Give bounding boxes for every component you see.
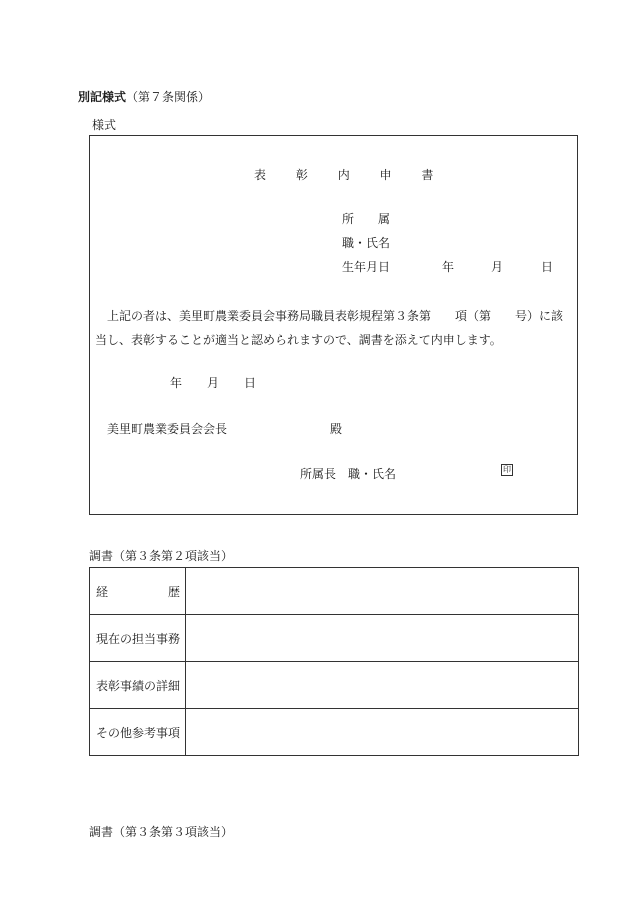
- career-value-cell[interactable]: [186, 568, 579, 615]
- birthdate-label: 生年月日: [342, 260, 391, 274]
- title-char: 内: [337, 168, 350, 182]
- style-label: 様式: [92, 118, 117, 132]
- date-day-label: 日: [244, 376, 257, 390]
- record-2-title: 調書（第３条第２項該当）: [89, 549, 234, 563]
- career-label-char: 経: [96, 584, 109, 599]
- birthdate-month-label: 月: [491, 260, 504, 274]
- other-references-label: その他参考事項: [90, 709, 186, 756]
- application-body-text: 上記の者は、美里町農業委員会事務局職員表彰規程第３条第 項（第 号）に該当し、表彰することが適当と認められますので、調書を添えて内申します。: [95, 309, 564, 347]
- document-title: [254, 166, 433, 183]
- title-char: 彰: [295, 168, 308, 182]
- career-label-char: 歴: [167, 584, 180, 599]
- birthdate-year-label: 年: [442, 260, 455, 274]
- title-char: 書: [421, 168, 434, 182]
- table-row: [90, 568, 579, 615]
- achievement-details-label: 表彰事績の詳細: [90, 662, 186, 709]
- record-3-title: 調書（第３条第３項該当）: [89, 825, 234, 839]
- signer-label: 所属長 職・氏名: [300, 467, 397, 481]
- career-label-cell: [90, 568, 186, 615]
- table-row: [90, 709, 579, 756]
- form-name: 別記様式: [78, 90, 127, 104]
- affiliation-label: 所 属: [342, 212, 391, 226]
- current-duties-value-cell[interactable]: [186, 615, 579, 662]
- date-month-label: 月: [207, 376, 220, 390]
- record-2-table: [89, 567, 579, 756]
- table-row: [90, 615, 579, 662]
- addressee: 美里町農業委員会会長: [107, 422, 228, 436]
- date-year-label: 年: [170, 376, 183, 390]
- honorific: 殿: [330, 422, 343, 436]
- birthdate-day-label: 日: [541, 260, 554, 274]
- seal-mark: 印: [503, 465, 511, 474]
- form-reference-heading: [78, 88, 210, 105]
- title-char: 申: [379, 168, 392, 182]
- title-char: 表: [254, 168, 267, 182]
- form-article-ref: （第７条関係）: [126, 90, 211, 104]
- table-row: [90, 662, 579, 709]
- current-duties-label: 現在の担当事務: [90, 615, 186, 662]
- other-references-value-cell[interactable]: [186, 709, 579, 756]
- position-name-label: 職・氏名: [342, 236, 391, 250]
- achievement-details-value-cell[interactable]: [186, 662, 579, 709]
